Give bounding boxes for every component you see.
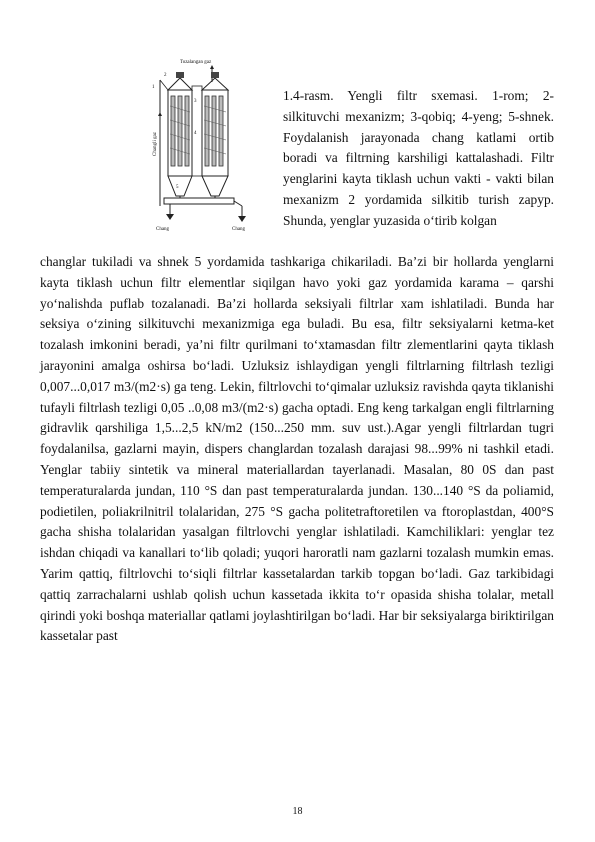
page-number: 18	[292, 806, 303, 817]
part-number-3: 3	[194, 99, 197, 104]
figure-bottom-left-label: Chang	[156, 227, 170, 232]
bag-filter-schematic	[134, 56, 276, 234]
bag-filter-diagram	[134, 56, 276, 234]
part-number-1: 1	[152, 85, 155, 90]
part-number-5: 5	[176, 185, 179, 190]
body-text	[40, 252, 554, 647]
figure-top-label: Tozalangan gaz	[180, 60, 212, 65]
figure-side-label: Changli gaz	[153, 131, 158, 156]
caption-paragraph: 1.4-rasm. Yengli filtr sxemasi. 1-rom; 2-silkituvchi mexanizm; 3-qobiq; 4-yeng; 5-shnek. Foydalanish jarayonada chang katlami ortib boradi va filtrning karshiligi kattalashadi. Filtr yenglarini kayta tiklash uchun vakti - vakti bilan mexanizm 2 yordamida silkitib turish zapyp. Shunda, yenglar yuzasida o‘tirib kolgan	[283, 88, 554, 228]
part-number-2: 2	[164, 73, 167, 78]
body-paragraph: changlar tukiladi va shnek 5 yordamida tashkariga chikariladi. Ba’zi bir hollarda yenglarni kayta tiklash uchun filtr elementlar siqilgan havo yoki gaz yordamida karama – qarshi yo‘nalishda puflab tozalanadi. Ba’zi hollarda seksiyali filtrlar xam ishlatiladi. Bunda har seksiya o‘zining silkituvchi mexanizmiga ega buladi. Bu esa, filtr seksiyalarni ketma-ket tozalash imkonini beradi, ya’ni filtr qurilmani to‘xtamasdan filtr zlementlarini qayta tiklash jarayonini amalga oshirsa bo‘ladi. Uzluksiz ishlaydigan yengli filtrlarning filtrlash tezligi 0,007...0,017 m3/(m2·s) ga teng. Lekin, filtrlovchi to‘qimalar uzluksiz ravishda qayta tiklanishi tufayli filtrlash tezligi 0,05 ..0,08 m3/(m2·s) gacha optadi. Eng keng tarkalgan engli filtrlarning gidravlik qarshiliga 1,5...2,5 kN/m2 (150...250 mm. suv ust.).Agar yengli filtrlardan tugri foydalanilsa, gazlarni mayin, dispers changlardan tozalash darajasi 98...99% ni tashkil etadi. Yenglar tabiiy sintetik va mineral materiallardan tayerlanadi. Masalan, 80 0S dan past temperaturalarda jundan, 110 °S dan past temperaturalarda jundan. 130...140 °S da poliamid, podietilen, poliakrilnitril tolalaridan, 275 °S gacha politetraftoretilen va ftoroplastdan, 400°S gacha shisha tolalaridan yasalgan filtrlovchi yenglar ishlatiladi. Kamchiliklari: yenglar tez ishdan chiqadi va kanallari to‘lib qoladi; yuqori haroratli nam gazlarni tozalash mumkin emas. Yarim qattiq, filtrlovchi to‘siqli filtrlar kassetalardan tarkib topgan bo‘ladi. Gaz tarkibidagi qattiq zarrachalarni ushlab qolish uchun kassetada ikkita to‘r opasida shisha tolalar, metall qirindi yoki boshqa materiallar qatlami joylashtirilgan bo‘ladi. Har bir seksiyalarga biriktirilgan kassetalar past	[40, 254, 554, 644]
figure-bottom-right-label: Chang	[232, 227, 246, 232]
part-number-4: 4	[194, 131, 197, 136]
figure-caption-text	[283, 86, 554, 232]
